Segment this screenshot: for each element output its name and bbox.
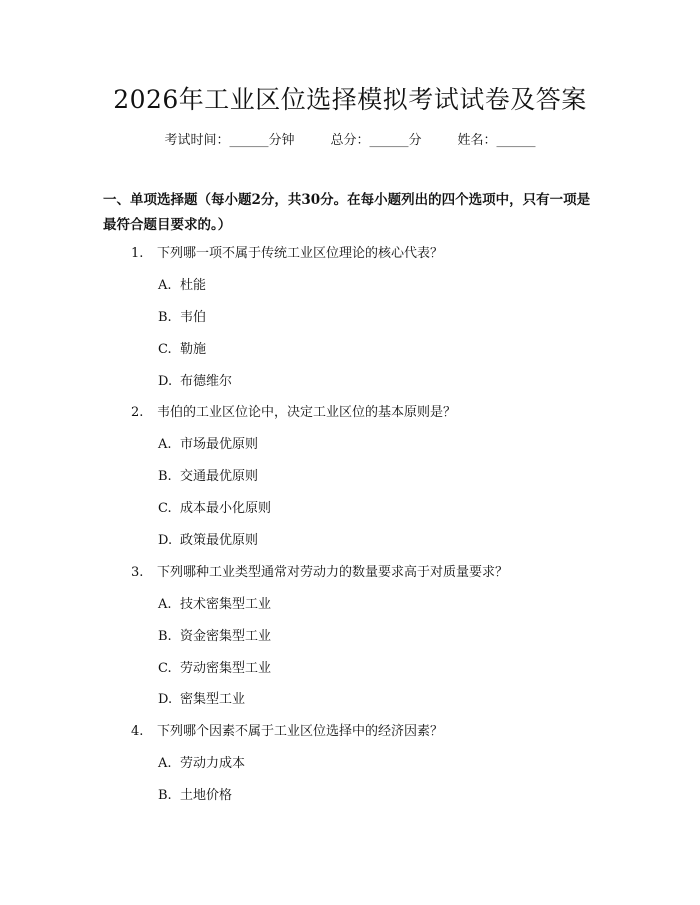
question-number: 4.	[131, 724, 144, 739]
question-number: 2.	[131, 405, 144, 420]
option-text: 资金密集型工业	[180, 629, 272, 644]
option-letter: A.	[158, 597, 172, 612]
question	[131, 563, 508, 583]
option-letter: B.	[158, 788, 172, 803]
option	[158, 786, 232, 806]
option	[158, 372, 232, 392]
option-text: 交通最优原则	[180, 469, 259, 484]
option-letter: C.	[158, 501, 172, 516]
option	[158, 308, 206, 328]
option-text: 土地价格	[180, 788, 233, 803]
option-text: 技术密集型工业	[180, 597, 272, 612]
option	[158, 595, 271, 615]
option-letter: B.	[158, 629, 172, 644]
question	[131, 403, 456, 423]
option-text: 杜能	[180, 278, 207, 293]
option-letter: A.	[158, 756, 172, 771]
option-text: 勒施	[180, 342, 207, 357]
question-text: 下列哪一项不属于传统工业区位理论的核心代表？	[157, 246, 444, 261]
option-text: 成本最小化原则	[180, 501, 272, 516]
option-letter: D.	[158, 374, 173, 389]
option	[158, 754, 245, 774]
option	[158, 627, 271, 647]
option-text: 市场最优原则	[180, 437, 259, 452]
option	[158, 659, 271, 679]
option-letter: A.	[158, 437, 172, 452]
exam-title: 2026年工业区位选择模拟考试试卷及答案	[113, 85, 587, 114]
option	[158, 340, 206, 360]
option	[158, 435, 258, 455]
option-letter: D.	[158, 533, 173, 548]
option	[158, 276, 206, 296]
option-letter: A.	[158, 278, 172, 293]
option-text: 劳动力成本	[180, 756, 246, 771]
option-text: 布德维尔	[180, 374, 233, 389]
question-text: 韦伯的工业区位论中，决定工业区位的基本原则是？	[157, 405, 457, 420]
option-text: 韦伯	[180, 310, 207, 325]
option	[158, 690, 245, 710]
option-text: 劳动密集型工业	[180, 661, 272, 676]
option-letter: B.	[158, 469, 172, 484]
question	[131, 244, 443, 264]
option	[158, 499, 271, 519]
option-letter: B.	[158, 310, 172, 325]
option-letter: D.	[158, 692, 173, 707]
option	[158, 531, 258, 551]
question-number: 3.	[131, 565, 144, 580]
exam-info-line	[0, 131, 700, 151]
question-text: 下列哪种工业类型通常对劳动力的数量要求高于对质量要求？	[157, 565, 509, 580]
option-text: 政策最优原则	[180, 533, 259, 548]
exam-time-field: 考试时间：______分钟	[164, 133, 295, 148]
question	[131, 722, 443, 742]
name-field: 姓名：______	[457, 133, 536, 148]
question-number: 1.	[131, 246, 144, 261]
option	[158, 467, 258, 487]
option-letter: C.	[158, 661, 172, 676]
option-text: 密集型工业	[180, 692, 246, 707]
total-score-field: 总分：______分	[330, 133, 422, 148]
question-text: 下列哪个因素不属于工业区位选择中的经济因素？	[157, 724, 444, 739]
option-letter: C.	[158, 342, 172, 357]
section-heading: 一、单项选择题（每小题2分，共30分。在每小题列出的四个选项中，只有一项是最符合题目要求的。）	[103, 192, 591, 233]
